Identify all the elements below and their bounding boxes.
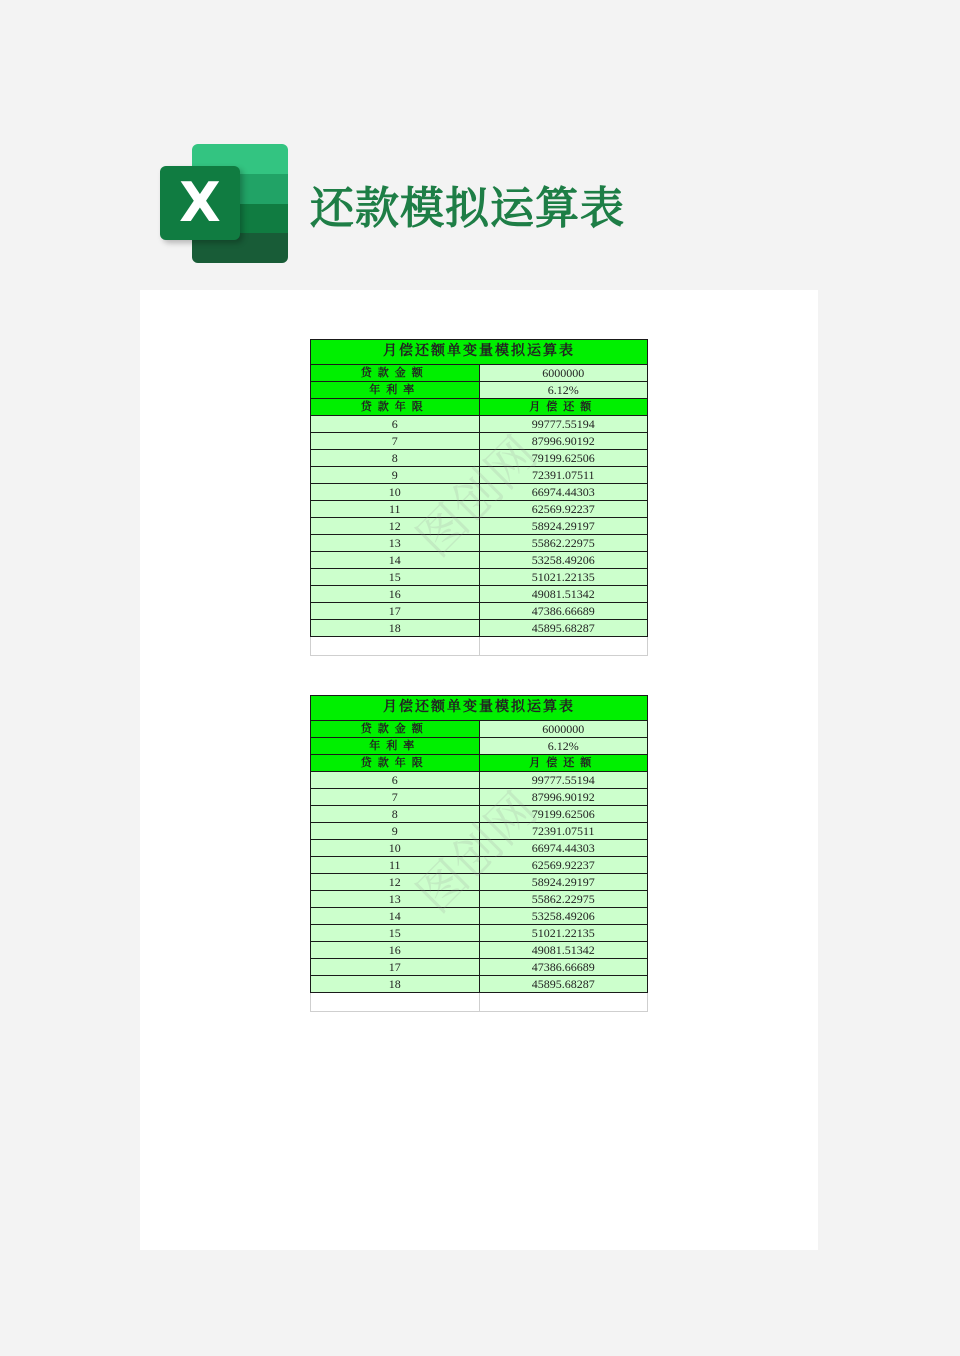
loan-table <box>310 695 648 1012</box>
term-cell[interactable]: 17 <box>311 959 480 976</box>
loan-amount-value[interactable]: 6000000 <box>479 365 648 382</box>
term-cell[interactable]: 7 <box>311 789 480 806</box>
table-row <box>311 586 648 603</box>
payment-cell[interactable]: 72391.07511 <box>479 467 648 484</box>
payment-cell[interactable]: 66974.44303 <box>479 484 648 501</box>
table-row <box>311 840 648 857</box>
term-cell[interactable]: 10 <box>311 840 480 857</box>
term-cell[interactable]: 18 <box>311 620 480 637</box>
payment-cell[interactable]: 66974.44303 <box>479 840 648 857</box>
term-cell[interactable]: 17 <box>311 603 480 620</box>
table-row <box>311 942 648 959</box>
loan-amount-value[interactable]: 6000000 <box>479 721 648 738</box>
payment-cell[interactable]: 47386.66689 <box>479 603 648 620</box>
blank-cell[interactable] <box>311 993 480 1012</box>
payment-cell[interactable]: 55862.22975 <box>479 535 648 552</box>
table-row <box>311 467 648 484</box>
table-row <box>311 806 648 823</box>
rate-value[interactable]: 6.12% <box>479 738 648 755</box>
term-cell[interactable]: 9 <box>311 823 480 840</box>
term-cell[interactable]: 7 <box>311 433 480 450</box>
payment-cell[interactable]: 53258.49206 <box>479 908 648 925</box>
logo-letter: X <box>160 166 240 240</box>
col-header-term: 贷款年限 <box>311 755 480 772</box>
loan-table <box>310 339 648 656</box>
payment-cell[interactable]: 87996.90192 <box>479 433 648 450</box>
term-cell[interactable]: 13 <box>311 535 480 552</box>
table-row <box>311 535 648 552</box>
term-cell[interactable]: 8 <box>311 450 480 467</box>
payment-cell[interactable]: 62569.92237 <box>479 857 648 874</box>
payment-cell[interactable]: 45895.68287 <box>479 620 648 637</box>
page-header <box>160 144 860 264</box>
table-row <box>311 518 648 535</box>
table-row <box>311 603 648 620</box>
loan-amount-label: 贷款金额 <box>311 721 480 738</box>
term-cell[interactable]: 18 <box>311 976 480 993</box>
payment-cell[interactable]: 58924.29197 <box>479 874 648 891</box>
col-header-term: 贷款年限 <box>311 399 480 416</box>
term-cell[interactable]: 12 <box>311 874 480 891</box>
table-row <box>311 959 648 976</box>
sheet-2 <box>310 695 648 1012</box>
table-row <box>311 908 648 925</box>
table-row <box>311 823 648 840</box>
table-row <box>311 416 648 433</box>
term-cell[interactable]: 11 <box>311 857 480 874</box>
term-cell[interactable]: 16 <box>311 942 480 959</box>
table-row <box>311 891 648 908</box>
rate-label: 年利率 <box>311 382 480 399</box>
term-cell[interactable]: 16 <box>311 586 480 603</box>
rate-label: 年利率 <box>311 738 480 755</box>
table-row <box>311 857 648 874</box>
table-row <box>311 789 648 806</box>
term-cell[interactable]: 13 <box>311 891 480 908</box>
table-row <box>311 501 648 518</box>
payment-cell[interactable]: 49081.51342 <box>479 942 648 959</box>
payment-cell[interactable]: 99777.55194 <box>479 772 648 789</box>
excel-logo-icon <box>160 144 290 264</box>
loan-amount-label: 贷款金额 <box>311 365 480 382</box>
col-header-payment: 月偿还额 <box>479 755 648 772</box>
term-cell[interactable]: 14 <box>311 908 480 925</box>
table-row <box>311 772 648 789</box>
payment-cell[interactable]: 72391.07511 <box>479 823 648 840</box>
table-title: 月偿还额单变量模拟运算表 <box>311 696 648 721</box>
blank-cell[interactable] <box>311 637 480 656</box>
table-row <box>311 976 648 993</box>
term-cell[interactable]: 10 <box>311 484 480 501</box>
payment-cell[interactable]: 58924.29197 <box>479 518 648 535</box>
table-row <box>311 925 648 942</box>
term-cell[interactable]: 8 <box>311 806 480 823</box>
payment-cell[interactable]: 47386.66689 <box>479 959 648 976</box>
table-row <box>311 450 648 467</box>
blank-cell[interactable] <box>479 993 648 1012</box>
term-cell[interactable]: 14 <box>311 552 480 569</box>
blank-row <box>311 993 648 1012</box>
table-row <box>311 484 648 501</box>
payment-cell[interactable]: 99777.55194 <box>479 416 648 433</box>
page-title: 还款模拟运算表 <box>310 183 625 234</box>
term-cell[interactable]: 6 <box>311 772 480 789</box>
payment-cell[interactable]: 87996.90192 <box>479 789 648 806</box>
term-cell[interactable]: 12 <box>311 518 480 535</box>
table-title: 月偿还额单变量模拟运算表 <box>311 340 648 365</box>
payment-cell[interactable]: 79199.62506 <box>479 806 648 823</box>
blank-cell[interactable] <box>479 637 648 656</box>
term-cell[interactable]: 11 <box>311 501 480 518</box>
table-row <box>311 569 648 586</box>
term-cell[interactable]: 6 <box>311 416 480 433</box>
payment-cell[interactable]: 49081.51342 <box>479 586 648 603</box>
payment-cell[interactable]: 53258.49206 <box>479 552 648 569</box>
payment-cell[interactable]: 45895.68287 <box>479 976 648 993</box>
payment-cell[interactable]: 79199.62506 <box>479 450 648 467</box>
rate-value[interactable]: 6.12% <box>479 382 648 399</box>
table-row <box>311 620 648 637</box>
blank-row <box>311 637 648 656</box>
sheet-1 <box>310 339 648 656</box>
payment-cell[interactable]: 51021.22135 <box>479 569 648 586</box>
table-row <box>311 552 648 569</box>
payment-cell[interactable]: 51021.22135 <box>479 925 648 942</box>
table-row <box>311 433 648 450</box>
payment-cell[interactable]: 55862.22975 <box>479 891 648 908</box>
col-header-payment: 月偿还额 <box>479 399 648 416</box>
term-cell[interactable]: 15 <box>311 925 480 942</box>
term-cell[interactable]: 15 <box>311 569 480 586</box>
term-cell[interactable]: 9 <box>311 467 480 484</box>
payment-cell[interactable]: 62569.92237 <box>479 501 648 518</box>
table-row <box>311 874 648 891</box>
